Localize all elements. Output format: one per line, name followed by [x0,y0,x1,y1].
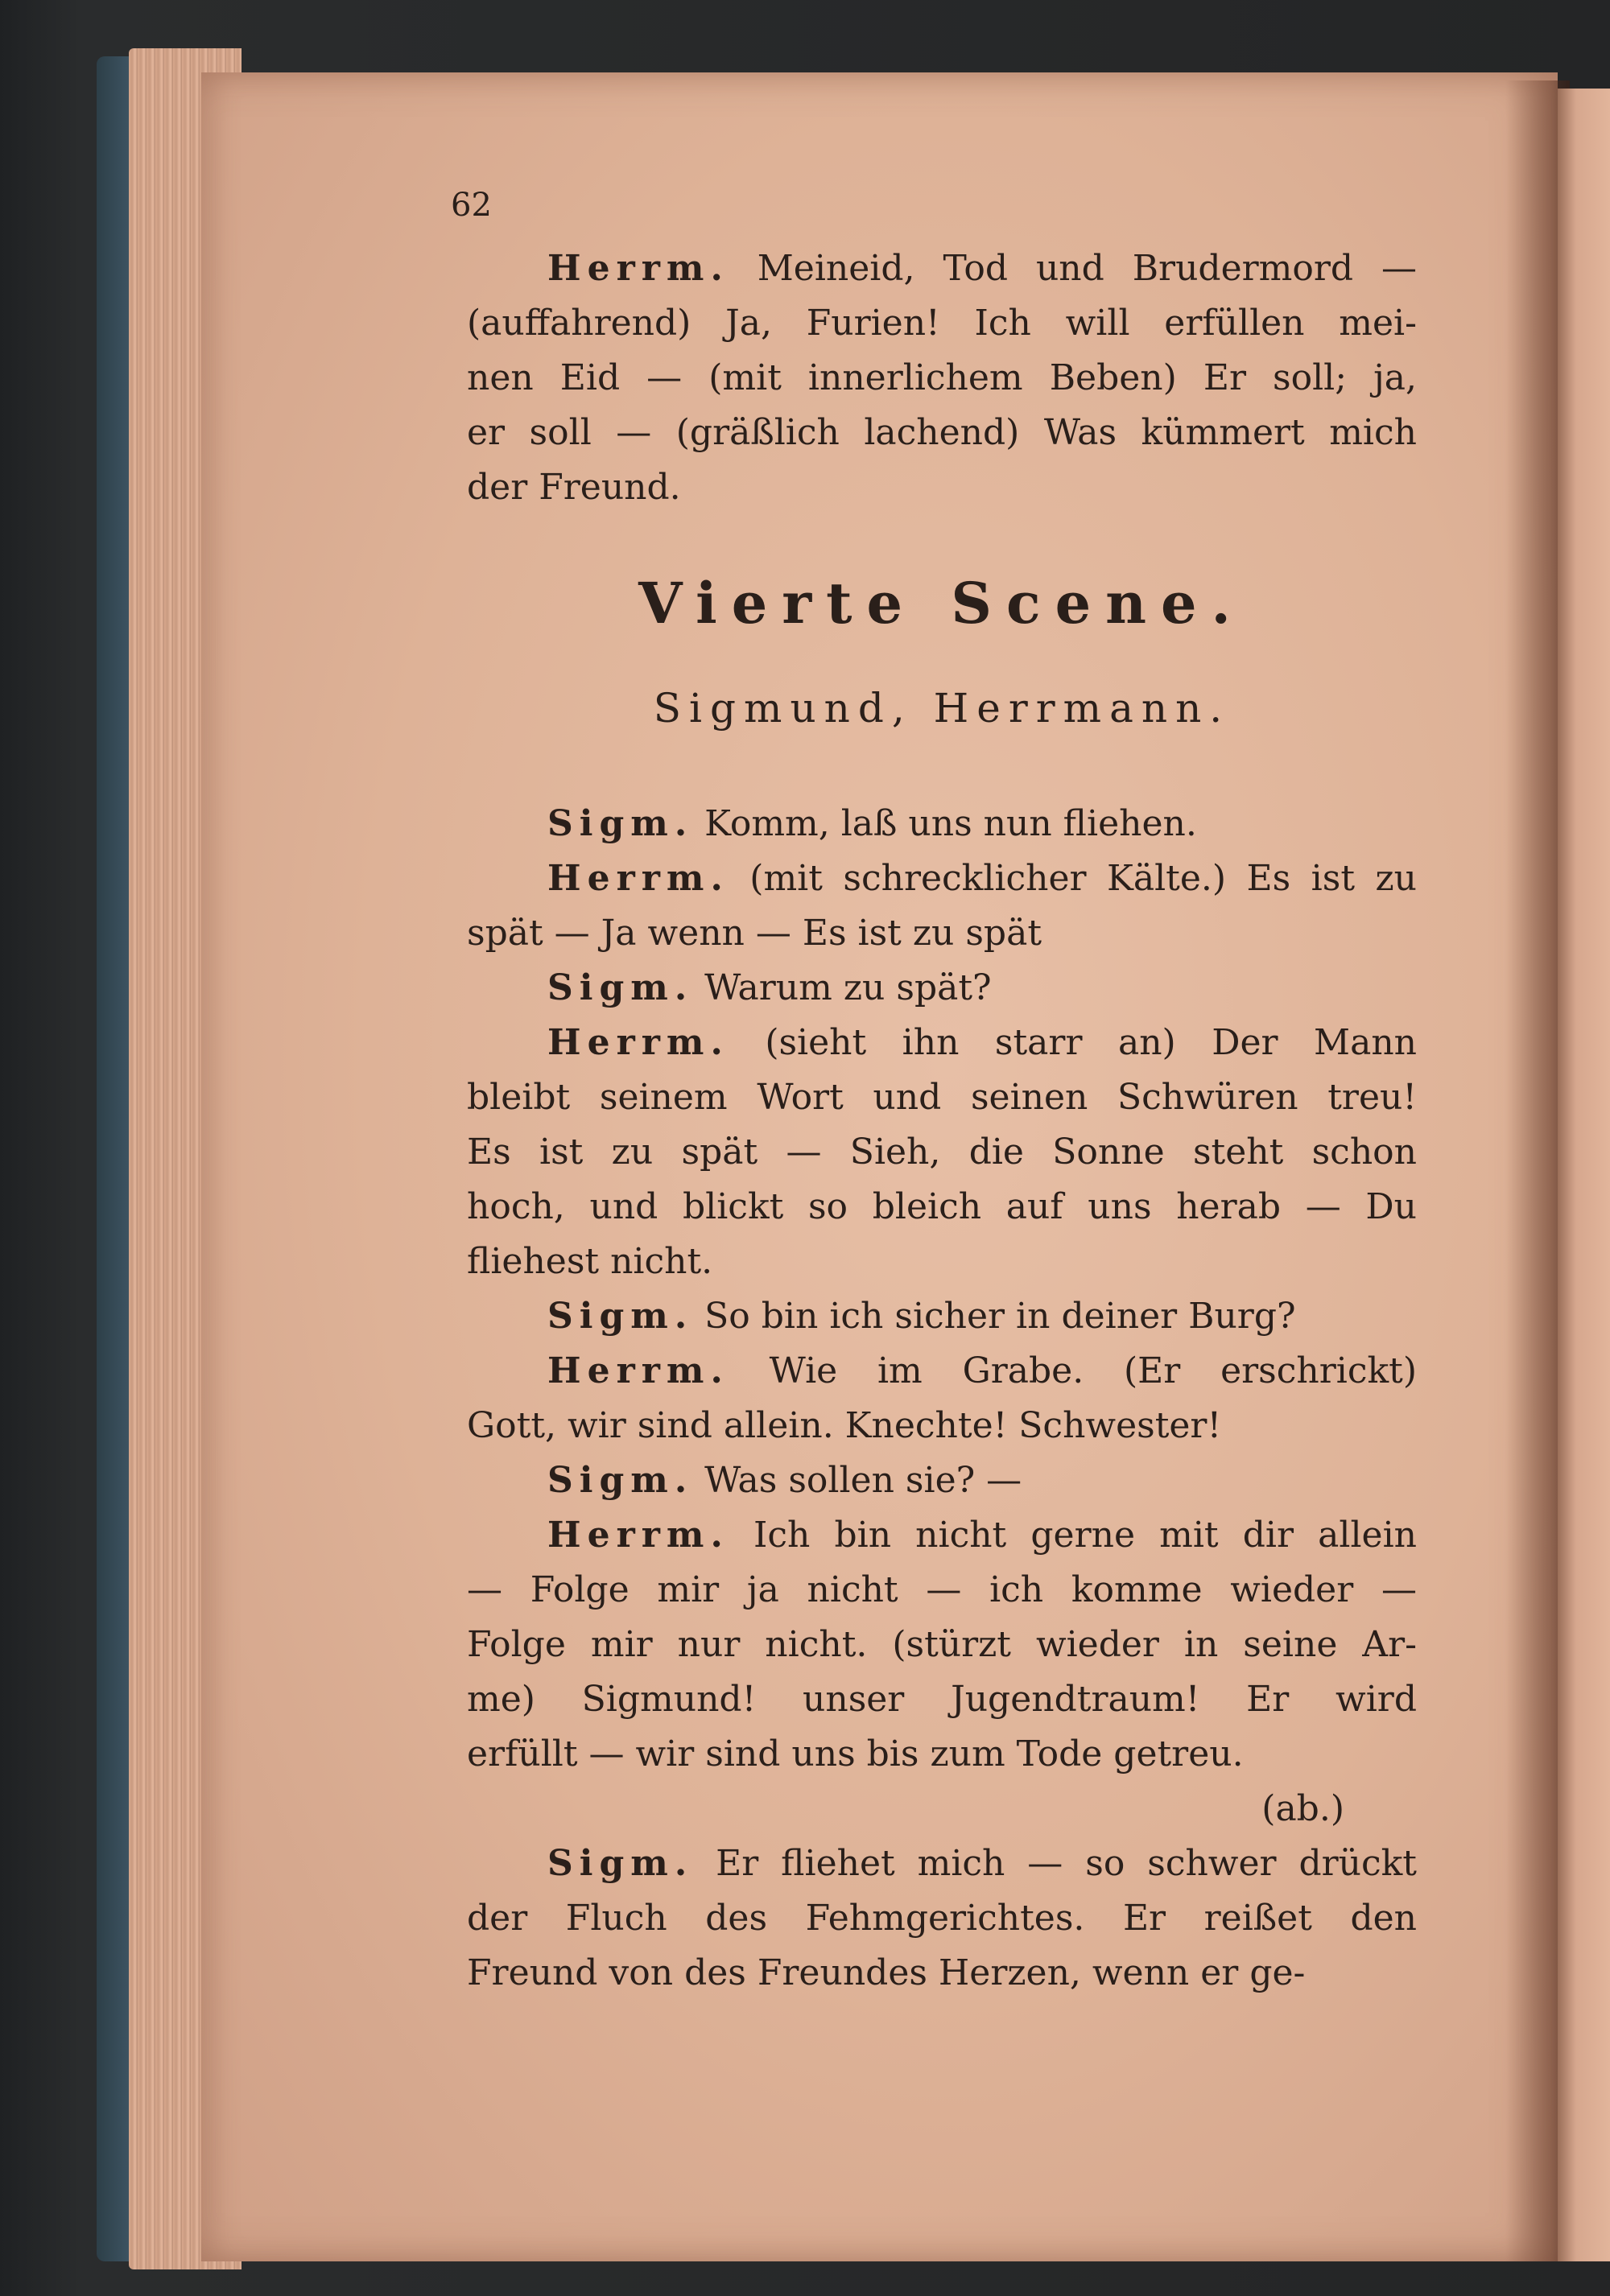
line-text: bleibt seinem Wort und seinen Schwüren treu! [467,1077,1417,1118]
line-text: der Fluch des Fehmgerichtes. Er reißet den [467,1898,1417,1939]
text-line [467,1563,1417,1618]
page-number: 62 [451,187,492,224]
text-line [467,961,1417,1016]
text-line [467,1344,1417,1399]
line-text: So bin ich sicher in deiner Burg? [704,1296,1296,1337]
speaker-name: Sigm. [547,1843,694,1884]
line-text: spät — Ja wenn — Es ist zu spät [467,913,1042,954]
line-text: Ich bin nicht gerne mit dir allein [753,1515,1417,1556]
line-text: (ab.) [1261,1788,1344,1829]
text-line [467,1235,1417,1289]
line-text: (auffahrend) Ja, Furien! Ich will erfüllen mei- [467,303,1417,344]
line-text: Gott, wir sind allein. Knechte! Schwester! [467,1405,1222,1446]
text-line [467,460,1417,515]
text-line [467,1618,1417,1672]
line-text: er soll — (gräßlich lachend) Was kümmert mich [467,412,1417,453]
line-text: nen Eid — (mit innerlichem Beben) Er soll; ja, [467,357,1417,398]
line-text: der Freund. [467,467,681,508]
text-line [467,351,1417,406]
line-text: erfüllt — wir sind uns bis zum Tode getreu. [467,1733,1244,1775]
text-line [467,1399,1417,1453]
speaker-name: Sigm. [547,1460,694,1501]
text-line [467,241,1417,296]
line-text: fliehest nicht. [467,1241,713,1282]
speaker-name: Herrm. [547,1350,729,1391]
line-text: Es ist zu spät — Sieh, die Sonne steht schon [467,1132,1417,1173]
text-line [467,296,1417,351]
line-text: Warum zu spät? [704,967,992,1008]
page-text [467,177,1417,2001]
line-text: me) Sigmund! unser Jugendtraum! Er wird [467,1679,1417,1720]
line-text: Er fliehet mich — so schwer drückt [716,1843,1417,1884]
scene-heading: Vierte Scene. [638,570,1245,637]
line-text: Folge mir nur nicht. (stürzt wieder in seine Ar- [467,1624,1417,1665]
text-line [467,1836,1417,1891]
speech-block-bottom [467,797,1417,2001]
speaker-name: Herrm. [547,1022,729,1063]
speaker-name: Sigm. [547,803,694,844]
text-line [467,1946,1417,2001]
text-line [467,1453,1417,1508]
text-line [467,1016,1417,1070]
cast-list: Sigmund, Herrmann. [653,685,1231,732]
line-text: (mit schrecklicher Kälte.) Es ist zu [749,858,1417,899]
speaker-name: Sigm. [547,1296,694,1337]
speaker-name: Herrm. [547,858,729,899]
text-line [467,1180,1417,1235]
line-text: hoch, und blickt so bleich auf uns herab — Du [467,1186,1417,1227]
speaker-name: Herrm. [547,248,729,289]
text-line [467,1289,1417,1344]
speech-block-top [467,241,1417,515]
text-line [467,1672,1417,1727]
text-line [467,406,1417,460]
line-text: Was sollen sie? — [704,1460,1022,1501]
text-line [467,797,1417,851]
line-text: Komm, laß uns nun fliehen. [704,803,1197,844]
text-line [467,1508,1417,1563]
text-line [467,851,1417,906]
text-line [467,1125,1417,1180]
line-text: Freund von des Freundes Herzen, wenn er ge- [467,1952,1306,1993]
text-line [467,1727,1417,1782]
speaker-name: Sigm. [547,967,694,1008]
text-line [467,1782,1417,1836]
line-text: Meineid, Tod und Brudermord — [757,248,1417,289]
text-line [467,1070,1417,1125]
text-line [467,1891,1417,1946]
text-line [467,906,1417,961]
line-text: Wie im Grabe. (Er erschrickt) [769,1350,1417,1391]
facing-page-edge [1558,89,1610,2261]
speaker-name: Herrm. [547,1515,729,1556]
line-text: — Folge mir ja nicht — ich komme wieder — [467,1569,1417,1610]
line-text: (sieht ihn starr an) Der Mann [765,1022,1417,1063]
